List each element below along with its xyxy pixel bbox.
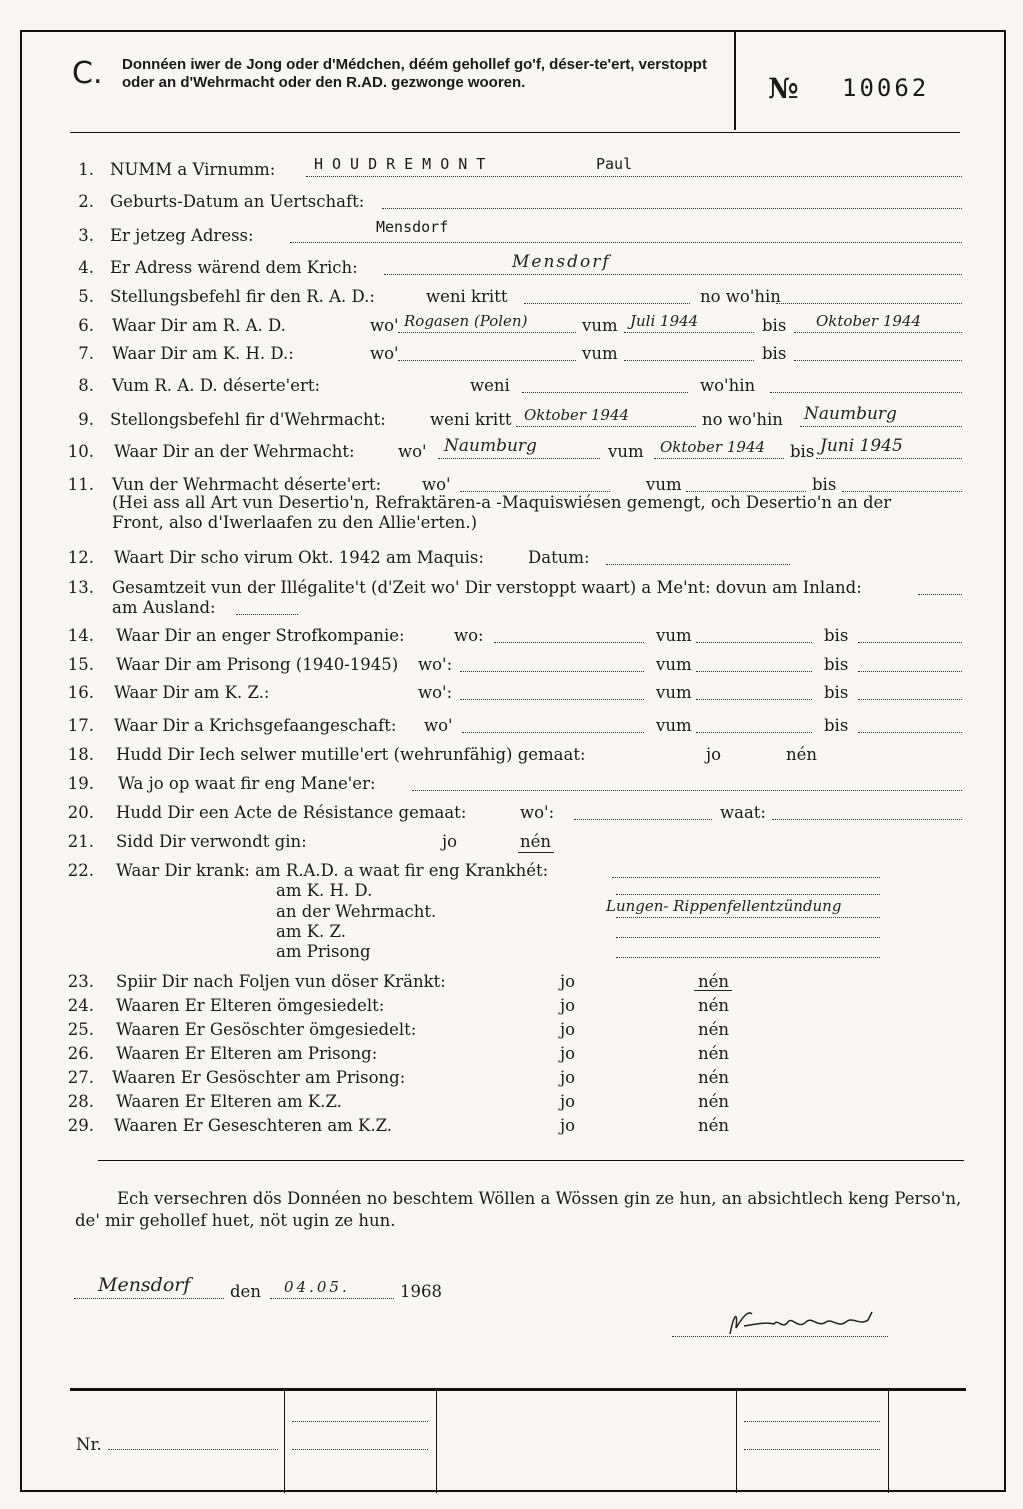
signing-date-value: 04.05. (284, 1278, 350, 1296)
declaration-text: Ech versechren dös Donnéen no beschtem Wöllen a Wössen gin ze hun, an absichtlech keng Perso'n, de' mir gehollef huet, nöt ugin ze hun. (75, 1189, 962, 1230)
form-section-letter: C. (72, 56, 103, 91)
wehrmacht-place-value: Naumburg (444, 436, 537, 456)
signing-place-value: Mensdorf (98, 1274, 191, 1296)
rad-from-value: Juli 1944 (630, 312, 699, 330)
registry-table (70, 1388, 966, 1493)
surname-value: HOUDREMONT (314, 155, 495, 173)
war-address-value: Mensdorf (512, 252, 611, 272)
illness-wehrmacht-value: Lungen- Rippenfellentzündung (606, 897, 842, 915)
rad-to-value: Oktober 1944 (816, 312, 922, 330)
header-rule (70, 132, 960, 133)
current-address-value: Mensdorf (376, 218, 449, 236)
form-title: Donnéen iwer de Jong oder d'Médchen, déém gehollef go'f, déser-te'ert, verstoppt oder an d'Wehrmacht oder den R.AD. gezwonge wooren. (122, 56, 707, 91)
nen-selected-mark (694, 990, 732, 991)
wehrmacht-order-date-value: Oktober 1944 (524, 406, 630, 424)
number-sign: № (768, 72, 799, 105)
nen-selected-mark (518, 852, 554, 853)
section-rule (98, 1160, 964, 1161)
form-number: 10062 (842, 74, 930, 102)
firstname-value: Paul (596, 155, 633, 173)
nr-label: Nr. (76, 1435, 102, 1454)
wehrmacht-to-value: Juni 1945 (820, 436, 903, 456)
wehrmacht-from-value: Oktober 1944 (660, 438, 766, 456)
rad-place-value: Rogasen (Polen) (404, 312, 528, 330)
wehrmacht-order-place-value: Naumburg (804, 404, 897, 424)
signature (722, 1304, 892, 1344)
header-divider (734, 32, 736, 130)
